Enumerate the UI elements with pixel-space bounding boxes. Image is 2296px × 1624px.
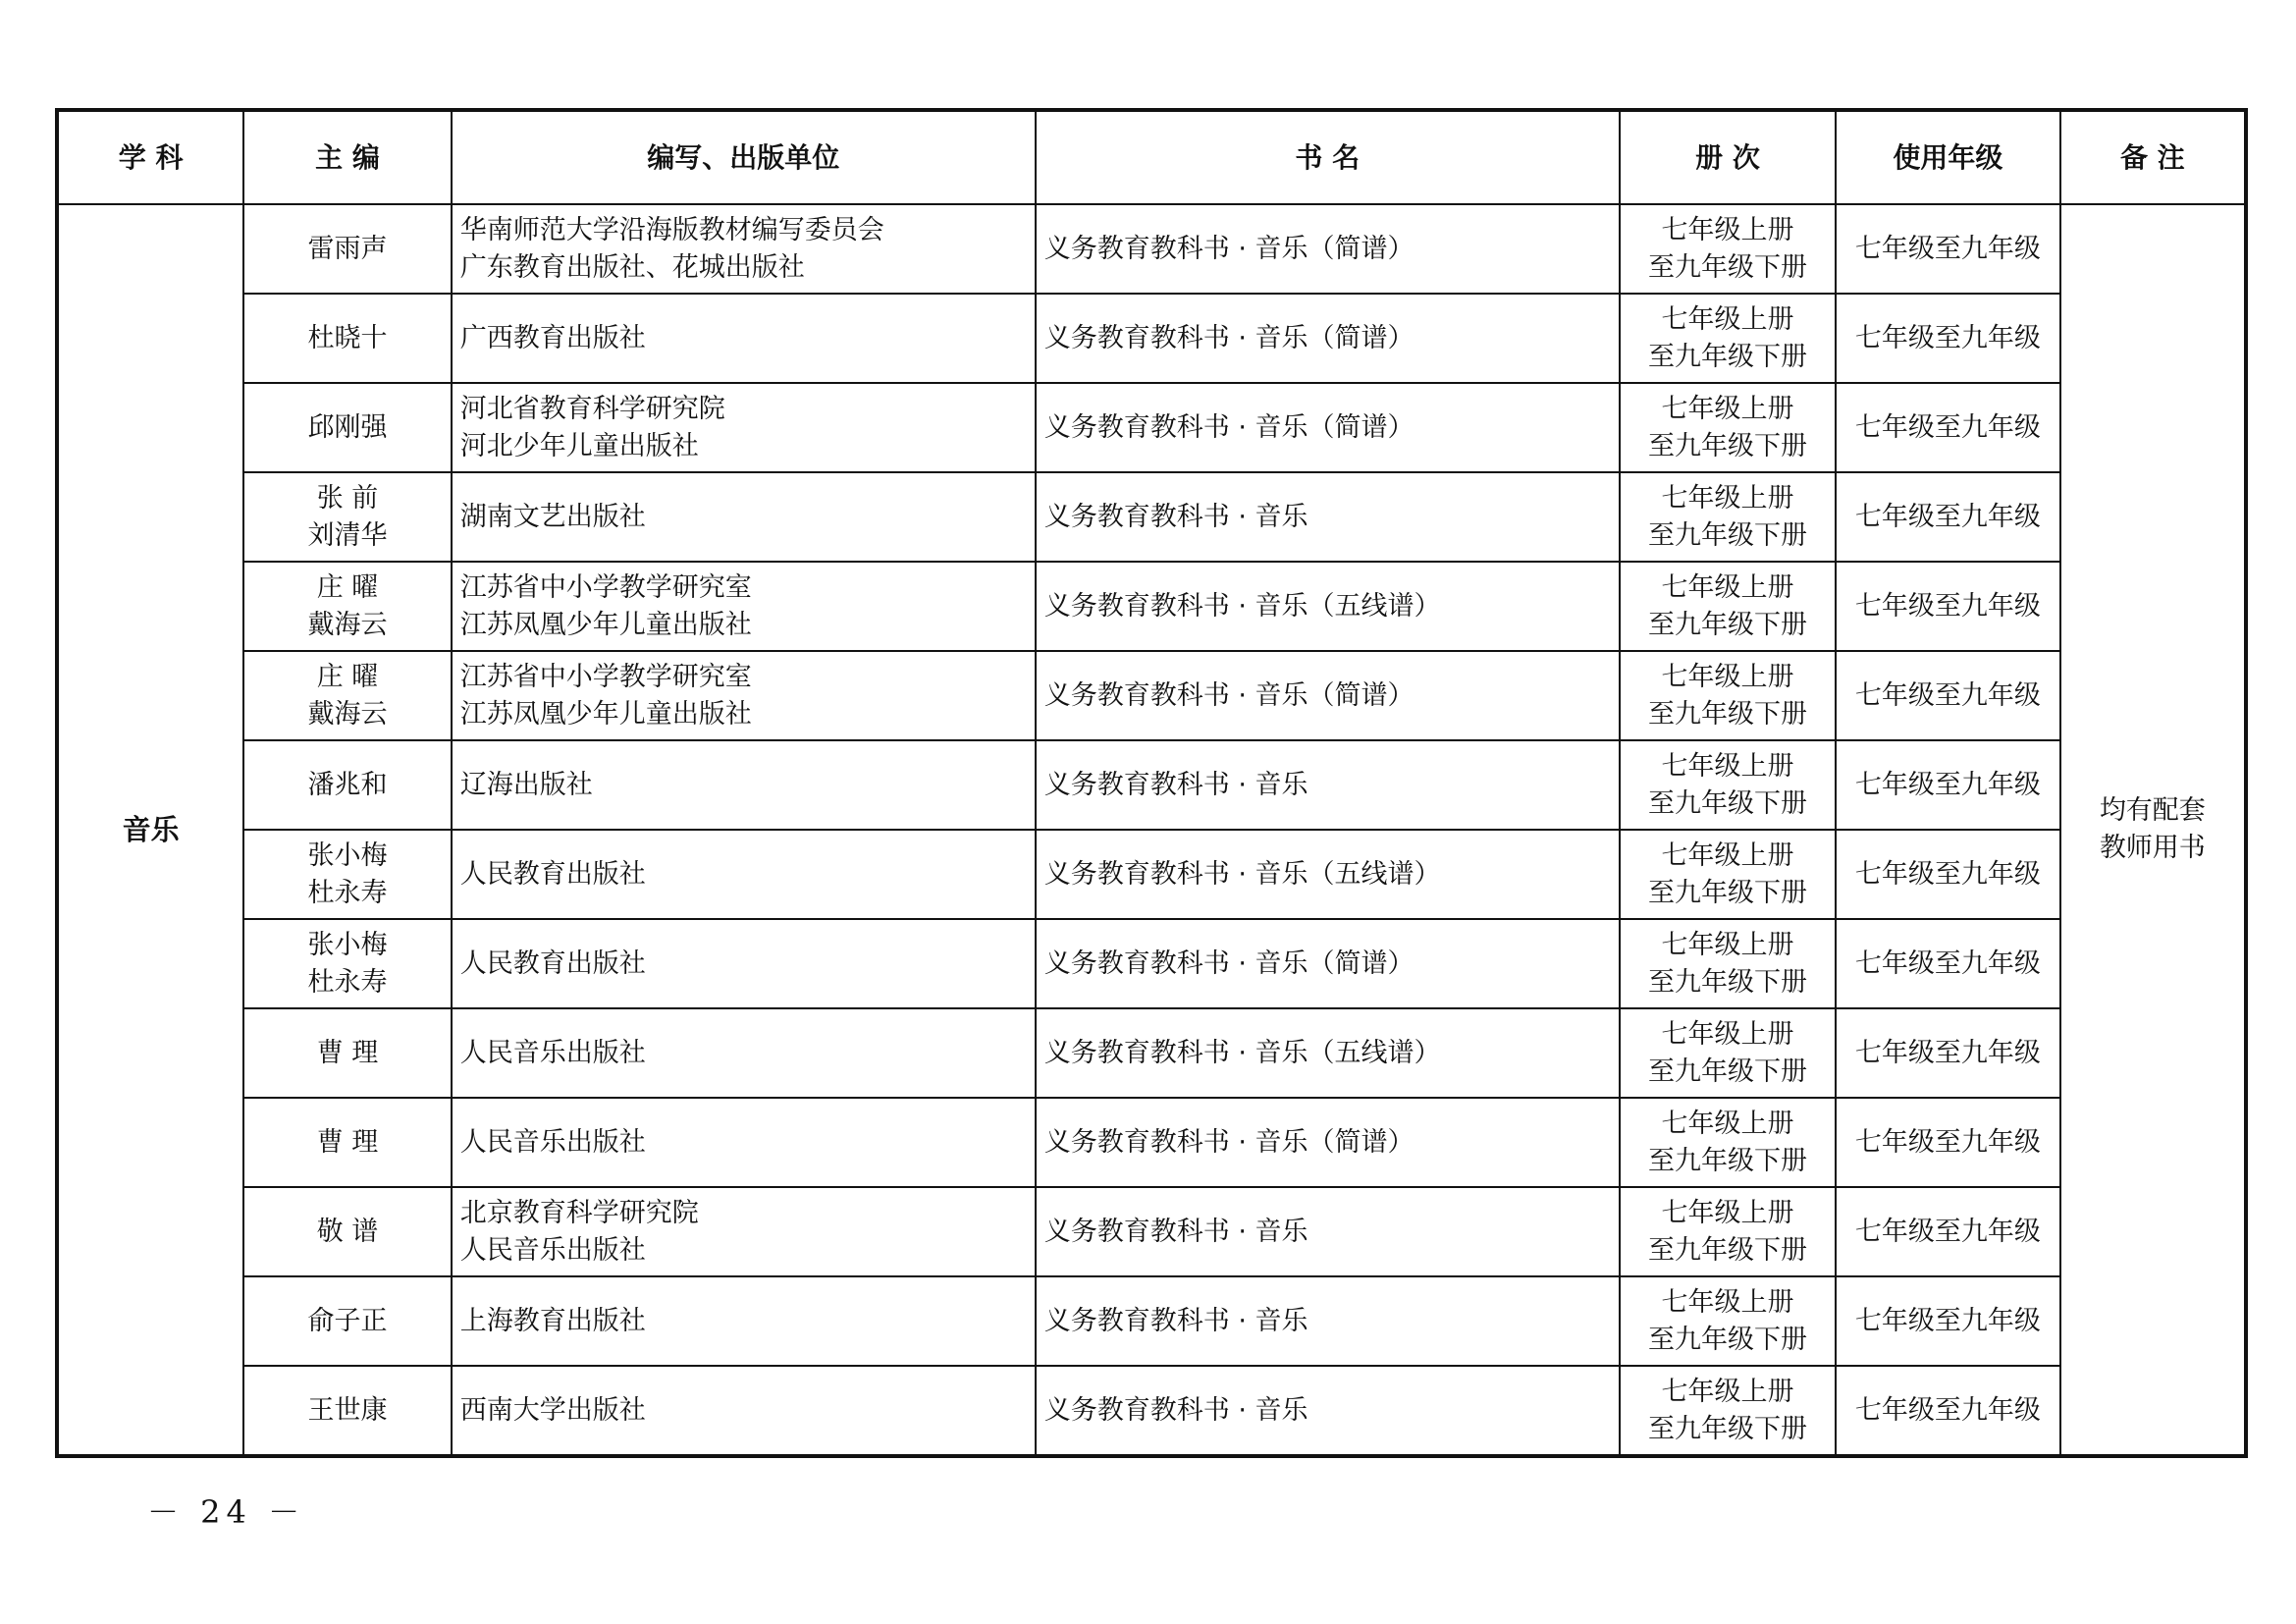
publisher-cell: [452, 472, 1036, 562]
volume-cell: [1620, 1366, 1836, 1456]
textbook-table: [55, 108, 2248, 1458]
book-cell: 义务教育教科书 · 音乐（五线谱）: [1036, 562, 1620, 651]
book-cell: 义务教育教科书 · 音乐（简谱）: [1036, 919, 1620, 1008]
cell-line: 至九年级下册: [1648, 430, 1808, 461]
cell-line: 至九年级下册: [1648, 966, 1808, 998]
book-cell: 义务教育教科书 · 音乐（简谱）: [1036, 294, 1620, 383]
table-row: [57, 204, 2246, 294]
editor-cell: [243, 1187, 451, 1276]
cell-line: 杜晓十: [307, 322, 388, 353]
cell-line: 至九年级下册: [1648, 1234, 1808, 1266]
table-row: [57, 383, 2246, 472]
cell-line: 潘兆和: [307, 769, 388, 800]
cell-line: 七年级上册: [1661, 571, 1794, 603]
header-volume: 册 次: [1620, 110, 1836, 204]
grade-cell: 七年级至九年级: [1836, 830, 2059, 919]
editor-cell: [243, 1008, 451, 1098]
cell-line: 人民音乐出版社: [459, 1037, 646, 1068]
grade-cell: 七年级至九年级: [1836, 1366, 2059, 1456]
cell-line: 杜永寿: [307, 877, 388, 908]
grade-cell: 七年级至九年级: [1836, 294, 2059, 383]
header-book: 书 名: [1036, 110, 1620, 204]
cell-line: 至九年级下册: [1648, 1413, 1808, 1444]
cell-line: 西南大学出版社: [459, 1394, 646, 1426]
note-cell: [2060, 204, 2246, 1456]
cell-line: 湖南文艺出版社: [459, 501, 646, 532]
cell-line: 七年级上册: [1661, 661, 1794, 692]
editor-cell: [243, 1276, 451, 1366]
header-publisher: 编写、出版单位: [452, 110, 1036, 204]
cell-line: 至九年级下册: [1648, 609, 1808, 640]
table-row: [57, 830, 2246, 919]
header-note: 备 注: [2060, 110, 2246, 204]
grade-cell: 七年级至九年级: [1836, 1187, 2059, 1276]
cell-line: 七年级上册: [1661, 482, 1794, 514]
publisher-cell: [452, 1366, 1036, 1456]
grade-cell: 七年级至九年级: [1836, 383, 2059, 472]
cell-line: 河北少年儿童出版社: [459, 430, 699, 461]
cell-line: 戴海云: [307, 698, 388, 730]
book-cell: 义务教育教科书 · 音乐: [1036, 472, 1620, 562]
editor-cell: [243, 919, 451, 1008]
grade-cell: 七年级至九年级: [1836, 1008, 2059, 1098]
volume-cell: [1620, 204, 1836, 294]
table-row: [57, 1008, 2246, 1098]
volume-cell: [1620, 472, 1836, 562]
cell-line: 邱刚强: [307, 411, 388, 443]
cell-line: 曹 理: [316, 1037, 379, 1068]
editor-cell: [243, 383, 451, 472]
cell-line: 七年级上册: [1661, 1376, 1794, 1407]
grade-cell: 七年级至九年级: [1836, 472, 2059, 562]
cell-line: 广东教育出版社、花城出版社: [459, 251, 805, 283]
cell-line: 至九年级下册: [1648, 698, 1808, 730]
cell-line: 七年级上册: [1661, 393, 1794, 424]
cell-line: 七年级上册: [1661, 303, 1794, 335]
cell-line: 张小梅: [307, 929, 388, 960]
table-row: [57, 1187, 2246, 1276]
publisher-cell: [452, 919, 1036, 1008]
cell-line: 至九年级下册: [1648, 251, 1808, 283]
table-body: [57, 204, 2246, 1456]
cell-line: 戴海云: [307, 609, 388, 640]
cell-line: 人民音乐出版社: [459, 1234, 646, 1266]
cell-line: 均有配套: [2099, 795, 2206, 826]
volume-cell: [1620, 651, 1836, 740]
editor-cell: [243, 740, 451, 830]
table-row: [57, 472, 2246, 562]
grade-cell: 七年级至九年级: [1836, 204, 2059, 294]
cell-line: 刘清华: [307, 519, 388, 551]
volume-cell: [1620, 383, 1836, 472]
cell-line: 人民音乐出版社: [459, 1126, 646, 1158]
table-row: [57, 562, 2246, 651]
subject-cell: 音乐: [57, 204, 243, 1456]
cell-line: 至九年级下册: [1648, 1056, 1808, 1087]
publisher-cell: [452, 1008, 1036, 1098]
cell-line: 上海教育出版社: [459, 1305, 646, 1336]
table-row: [57, 740, 2246, 830]
editor-cell: [243, 830, 451, 919]
cell-line: 至九年级下册: [1648, 1324, 1808, 1355]
cell-line: 人民教育出版社: [459, 947, 646, 979]
cell-line: 七年级上册: [1661, 839, 1794, 871]
cell-line: 敬 谱: [316, 1216, 379, 1247]
editor-cell: [243, 1366, 451, 1456]
cell-line: 七年级上册: [1661, 929, 1794, 960]
cell-line: 七年级上册: [1661, 214, 1794, 245]
editor-cell: [243, 204, 451, 294]
cell-line: 河北省教育科学研究院: [459, 393, 725, 424]
grade-cell: 七年级至九年级: [1836, 1098, 2059, 1187]
cell-line: 雷雨声: [307, 233, 388, 264]
cell-line: 七年级上册: [1661, 1197, 1794, 1228]
cell-line: 至九年级下册: [1648, 1145, 1808, 1176]
publisher-cell: [452, 1276, 1036, 1366]
book-cell: 义务教育教科书 · 音乐: [1036, 1366, 1620, 1456]
book-cell: 义务教育教科书 · 音乐（简谱）: [1036, 204, 1620, 294]
cell-line: 江苏凤凰少年儿童出版社: [459, 609, 752, 640]
publisher-cell: [452, 1187, 1036, 1276]
book-cell: 义务教育教科书 · 音乐（五线谱）: [1036, 830, 1620, 919]
cell-line: 庄 曜: [316, 661, 379, 692]
book-cell: 义务教育教科书 · 音乐: [1036, 1187, 1620, 1276]
cell-line: 至九年级下册: [1648, 519, 1808, 551]
cell-line: 至九年级下册: [1648, 877, 1808, 908]
page-number: － 24 －: [147, 1493, 306, 1531]
book-cell: 义务教育教科书 · 音乐（五线谱）: [1036, 1008, 1620, 1098]
cell-line: 北京教育科学研究院: [459, 1197, 699, 1228]
editor-cell: [243, 294, 451, 383]
book-cell: 义务教育教科书 · 音乐: [1036, 1276, 1620, 1366]
cell-line: 人民教育出版社: [459, 858, 646, 890]
volume-cell: [1620, 1008, 1836, 1098]
grade-cell: 七年级至九年级: [1836, 1276, 2059, 1366]
cell-line: 江苏凤凰少年儿童出版社: [459, 698, 752, 730]
cell-line: 七年级上册: [1661, 750, 1794, 782]
volume-cell: [1620, 1276, 1836, 1366]
header-editor: 主 编: [243, 110, 451, 204]
cell-line: 至九年级下册: [1648, 787, 1808, 819]
cell-line: 七年级上册: [1661, 1018, 1794, 1050]
table-row: [57, 1098, 2246, 1187]
publisher-cell: [452, 651, 1036, 740]
volume-cell: [1620, 1187, 1836, 1276]
volume-cell: [1620, 562, 1836, 651]
book-cell: 义务教育教科书 · 音乐: [1036, 740, 1620, 830]
cell-line: 杜永寿: [307, 966, 388, 998]
cell-line: 华南师范大学沿海版教材编写委员会: [459, 214, 884, 245]
editor-cell: [243, 562, 451, 651]
book-cell: 义务教育教科书 · 音乐（简谱）: [1036, 383, 1620, 472]
volume-cell: [1620, 294, 1836, 383]
grade-cell: 七年级至九年级: [1836, 651, 2059, 740]
publisher-cell: [452, 562, 1036, 651]
editor-cell: [243, 651, 451, 740]
publisher-cell: [452, 740, 1036, 830]
cell-line: 张小梅: [307, 839, 388, 871]
table-row: [57, 919, 2246, 1008]
cell-line: 俞子正: [307, 1305, 388, 1336]
cell-line: 教师用书: [2099, 833, 2206, 863]
table-row: [57, 1276, 2246, 1366]
cell-line: 广西教育出版社: [459, 322, 646, 353]
cell-line: 七年级上册: [1661, 1108, 1794, 1139]
book-cell: 义务教育教科书 · 音乐（简谱）: [1036, 1098, 1620, 1187]
publisher-cell: [452, 1098, 1036, 1187]
volume-cell: [1620, 919, 1836, 1008]
cell-line: 张 前: [316, 482, 379, 514]
table-row: [57, 1366, 2246, 1456]
publisher-cell: [452, 294, 1036, 383]
book-cell: 义务教育教科书 · 音乐（简谱）: [1036, 651, 1620, 740]
header-subject: 学 科: [57, 110, 243, 204]
cell-line: 江苏省中小学教学研究室: [459, 661, 752, 692]
grade-cell: 七年级至九年级: [1836, 740, 2059, 830]
cell-line: 至九年级下册: [1648, 341, 1808, 372]
table-row: [57, 651, 2246, 740]
cell-line: 七年级上册: [1661, 1286, 1794, 1318]
volume-cell: [1620, 740, 1836, 830]
publisher-cell: [452, 204, 1036, 294]
cell-line: 江苏省中小学教学研究室: [459, 571, 752, 603]
grade-cell: 七年级至九年级: [1836, 562, 2059, 651]
volume-cell: [1620, 830, 1836, 919]
grade-cell: 七年级至九年级: [1836, 919, 2059, 1008]
header-grade: 使用年级: [1836, 110, 2059, 204]
publisher-cell: [452, 830, 1036, 919]
editor-cell: [243, 472, 451, 562]
publisher-cell: [452, 383, 1036, 472]
table-row: [57, 294, 2246, 383]
cell-line: 辽海出版社: [459, 769, 593, 800]
volume-cell: [1620, 1098, 1836, 1187]
cell-line: 曹 理: [316, 1126, 379, 1158]
header-row: [57, 110, 2246, 204]
editor-cell: [243, 1098, 451, 1187]
cell-line: 王世康: [307, 1394, 388, 1426]
cell-line: 庄 曜: [316, 571, 379, 603]
